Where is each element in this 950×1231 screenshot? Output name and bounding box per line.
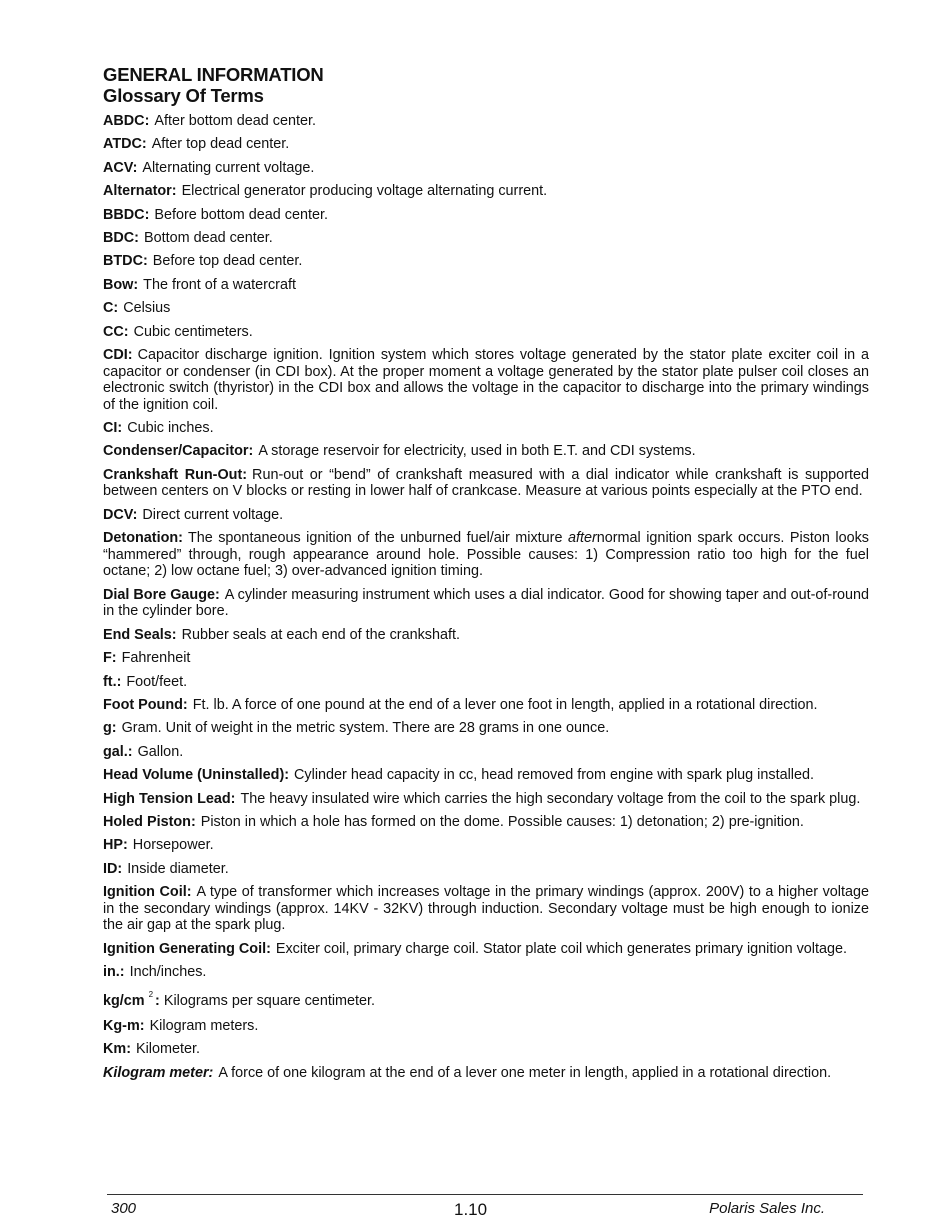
glossary-definition: Cylinder head capacity in cc, head removed from engine with spark plug installed. bbox=[294, 767, 814, 784]
glossary-definition: The heavy insulated wire which carries the high secondary voltage from the coil to the spark plug. bbox=[240, 790, 861, 807]
glossary-definition: Gram. Unit of weight in the metric system. There are 28 grams in one ounce. bbox=[121, 720, 610, 737]
glossary-term: Dial Bore Gauge: bbox=[103, 586, 220, 603]
glossary-definition: Before top dead center. bbox=[152, 253, 303, 270]
glossary-term: Ignition Generating Coil: bbox=[103, 940, 271, 957]
glossary-term: in.: bbox=[103, 964, 125, 981]
glossary-definition: Gallon. bbox=[137, 743, 184, 760]
glossary-term: gal.: bbox=[103, 743, 133, 760]
glossary-list bbox=[103, 113, 869, 1081]
page-title: Glossary Of Terms bbox=[103, 85, 264, 106]
document-page bbox=[103, 64, 869, 1088]
glossary-definition: Exciter coil, primary charge coil. Stator plate coil which generates primary ignition voltage. bbox=[275, 940, 847, 957]
glossary-entry bbox=[103, 253, 869, 270]
glossary-entry bbox=[103, 884, 869, 934]
glossary-entry bbox=[103, 814, 869, 831]
glossary-entry bbox=[103, 587, 869, 620]
glossary-entry bbox=[103, 989, 869, 1012]
glossary-definition: Kilograms per square centimeter. bbox=[163, 992, 376, 1009]
glossary-definition: Ft. lb. A force of one pound at the end of a lever one foot in length, applied in a rotational direction. bbox=[192, 696, 818, 713]
glossary-definition: Fahrenheit bbox=[121, 650, 191, 667]
glossary-term: Holed Piston: bbox=[103, 813, 196, 830]
glossary-definition: Piston in which a hole has formed on the dome. Possible causes: 1) detonation; 2) pre-ignition. bbox=[200, 813, 804, 830]
glossary-entry bbox=[103, 347, 869, 413]
glossary-definition: After top dead center. bbox=[151, 136, 290, 153]
glossary-definition: A cylinder measuring instrument which uses a dial indicator. Good for showing taper and out-of-round in the cylinder bore. bbox=[103, 586, 870, 620]
glossary-term: ID: bbox=[103, 860, 123, 877]
glossary-definition: Cubic centimeters. bbox=[133, 323, 253, 340]
glossary-term: C: bbox=[103, 300, 119, 317]
glossary-entry bbox=[103, 861, 869, 878]
glossary-term: Alternator: bbox=[103, 183, 177, 200]
glossary-entry bbox=[103, 1065, 869, 1082]
glossary-definition: A type of transformer which increases voltage in the primary windings (approx. 200V) to a higher voltage in the secondary windings (approx. 14KV - 32KV) through induction. Secondary voltage must be high enough to ionize the air gap at the spark plug. bbox=[103, 884, 870, 934]
glossary-entry bbox=[103, 791, 869, 808]
glossary-entry bbox=[103, 964, 869, 981]
glossary-definition: A storage reservoir for electricity, used in both E.T. and CDI systems. bbox=[258, 443, 696, 460]
glossary-definition: Direct current voltage. bbox=[142, 506, 284, 523]
glossary-definition: After bottom dead center. bbox=[154, 113, 316, 129]
glossary-term: DCV: bbox=[103, 506, 138, 523]
glossary-entry bbox=[103, 277, 869, 294]
glossary-entry bbox=[103, 324, 869, 341]
glossary-definition: Inside diameter. bbox=[127, 860, 229, 877]
glossary-definition: Alternating current voltage. bbox=[142, 159, 315, 176]
glossary-entry bbox=[103, 300, 869, 317]
glossary-entry bbox=[103, 1018, 869, 1035]
glossary-term: End Seals: bbox=[103, 626, 177, 643]
term-base: kg/cm bbox=[103, 992, 145, 1009]
glossary-term: g: bbox=[103, 720, 117, 737]
glossary-entry bbox=[103, 443, 869, 460]
glossary-definition: Foot/feet. bbox=[126, 673, 188, 690]
glossary-term: CDI: bbox=[103, 346, 133, 363]
emphasis-text: after bbox=[567, 530, 597, 547]
footer-divider bbox=[107, 1194, 863, 1195]
glossary-definition: Capacitor discharge ignition. Ignition system which stores voltage generated by the stator plate exciter coil in a capacitor or condenser (in CDI box). At the proper moment a voltage generated by the stator plate pulser coil closes an electronic switch (thyristor) in the CDI box and allows the voltage in the capacitor to discharge into the primary windings of the ignition coil. bbox=[103, 346, 869, 413]
glossary-entry bbox=[103, 183, 869, 200]
glossary-term: Kilogram meter: bbox=[103, 1064, 214, 1081]
glossary-entry bbox=[103, 1041, 869, 1058]
document-number: 300 bbox=[111, 1200, 137, 1217]
glossary-entry bbox=[103, 230, 869, 247]
glossary-term: Detonation: bbox=[103, 530, 183, 547]
glossary-term: Head Volume (Uninstalled): bbox=[103, 767, 290, 784]
glossary-term: ft.: bbox=[103, 673, 122, 690]
glossary-term: F: bbox=[103, 650, 117, 667]
glossary-entry bbox=[103, 136, 869, 153]
glossary-entry bbox=[103, 697, 869, 714]
glossary-entry bbox=[103, 160, 869, 177]
page-footer bbox=[107, 1198, 863, 1220]
company-name: Polaris Sales Inc. bbox=[709, 1200, 825, 1217]
glossary-definition: Rubber seals at each end of the crankshaft. bbox=[181, 626, 460, 643]
glossary-entry bbox=[103, 674, 869, 691]
glossary-term: Kg-m: bbox=[103, 1018, 145, 1035]
glossary-entry bbox=[103, 650, 869, 667]
glossary-definition: The front of a watercraft bbox=[143, 276, 296, 293]
term-superscript: 2 bbox=[148, 989, 154, 999]
glossary-definition: Run-out or “bend” of crankshaft measured with a dial indicator while crankshaft is supported between centers on V blocks or resting in lower half of crankcase. Measure at various points especially at the PTO end. bbox=[103, 466, 869, 500]
glossary-entry bbox=[103, 530, 869, 580]
glossary-definition: Before bottom dead center. bbox=[154, 206, 328, 223]
section-heading: GENERAL INFORMATION bbox=[103, 64, 324, 85]
glossary-entry bbox=[103, 467, 869, 500]
glossary-definition: Bottom dead center. bbox=[143, 229, 273, 246]
glossary-term: CI: bbox=[103, 420, 123, 437]
glossary-term: Ignition Coil: bbox=[103, 884, 192, 901]
glossary-term: Bow: bbox=[103, 276, 139, 293]
glossary-entry bbox=[103, 720, 869, 737]
glossary-term: Foot Pound: bbox=[103, 696, 188, 713]
glossary-term: BTDC: bbox=[103, 253, 148, 270]
glossary-term: HP: bbox=[103, 837, 128, 854]
glossary-entry bbox=[103, 420, 869, 437]
glossary-term: Crankshaft Run-Out: bbox=[103, 466, 248, 483]
glossary-term: Km: bbox=[103, 1041, 131, 1058]
glossary-definition: Inch/inches. bbox=[129, 964, 207, 981]
glossary-entry bbox=[103, 941, 869, 958]
glossary-entry bbox=[103, 207, 869, 224]
glossary-definition: A force of one kilogram at the end of a lever one meter in length, applied in a rotational direction. bbox=[218, 1064, 832, 1081]
glossary-term: High Tension Lead: bbox=[103, 790, 236, 807]
glossary-definition: Celsius bbox=[123, 300, 171, 317]
glossary-term: CC: bbox=[103, 323, 129, 340]
glossary-term: ACV: bbox=[103, 159, 138, 176]
glossary-definition-cont: normal ignition spark occurs. Piston looks “hammered” through, rough appearance around hole. Possible causes: 1) Compression ratio too high for the fuel octane; 2) low octane fuel; 3) over-advanced ignition timing. bbox=[103, 530, 870, 580]
page-number: 1.10 bbox=[454, 1200, 488, 1219]
glossary-term: Condenser/Capacitor: bbox=[103, 443, 254, 460]
glossary-term: ABDC: bbox=[103, 113, 150, 129]
glossary-entry bbox=[103, 627, 869, 644]
glossary-term: BDC: bbox=[103, 229, 139, 246]
glossary-definition: Kilometer. bbox=[135, 1041, 200, 1058]
glossary-entry bbox=[103, 507, 869, 524]
glossary-entry bbox=[103, 837, 869, 854]
glossary-term: BBDC: bbox=[103, 206, 150, 223]
glossary-definition: Electrical generator producing voltage alternating current. bbox=[181, 183, 548, 200]
glossary-definition: The spontaneous ignition of the unburned fuel/air mixture bbox=[187, 530, 568, 547]
glossary-definition: Cubic inches. bbox=[127, 420, 214, 437]
glossary-entry bbox=[103, 767, 869, 784]
glossary-term bbox=[103, 989, 160, 1009]
glossary-entry bbox=[103, 744, 869, 761]
glossary-definition: Kilogram meters. bbox=[149, 1018, 259, 1035]
glossary-entry bbox=[103, 113, 869, 130]
glossary-term: ATDC: bbox=[103, 136, 147, 153]
glossary-definition: Horsepower. bbox=[132, 837, 214, 854]
term-colon: : bbox=[155, 992, 160, 1009]
